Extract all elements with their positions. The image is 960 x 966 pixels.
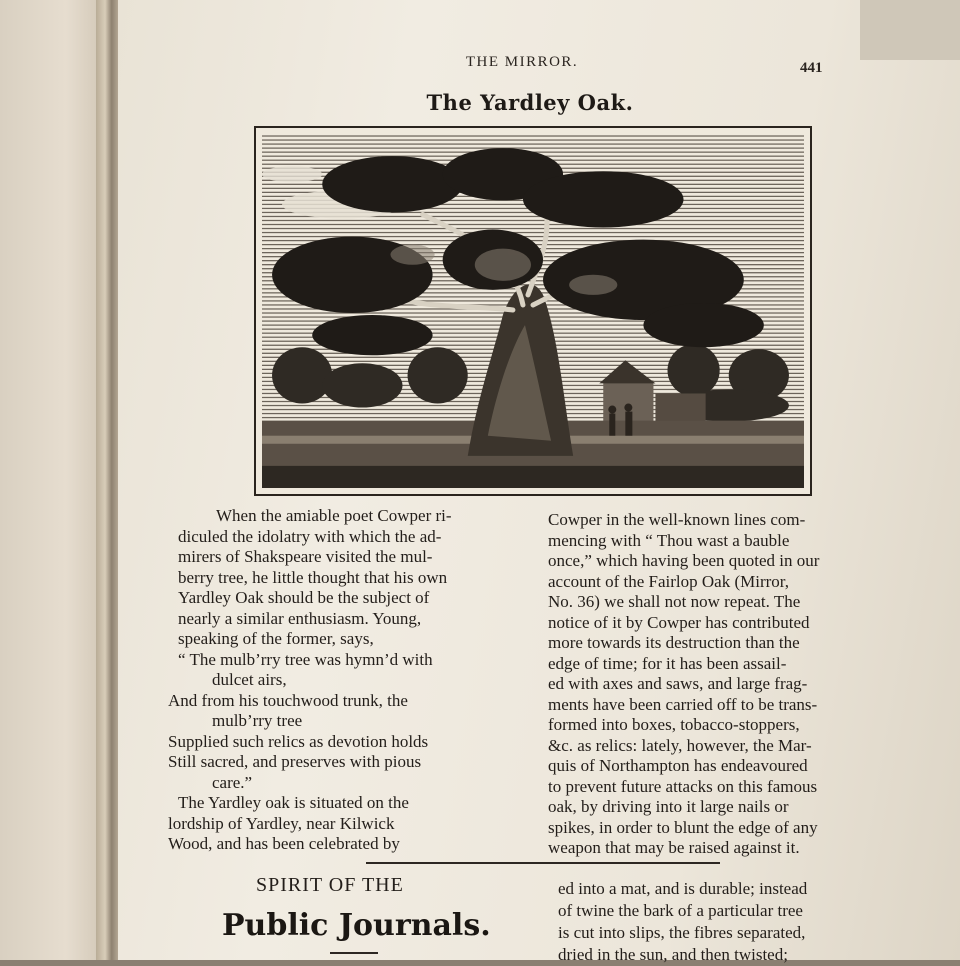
text-line: notice of it by Cowper has contributed: [548, 612, 810, 632]
section-subheading: Public Journals.: [222, 908, 491, 943]
text-line: once,” which having been quoted in our: [548, 551, 820, 570]
text-line: mulb’rry tree: [212, 711, 303, 730]
text-line: mencing with “ Thou wast a bauble: [548, 530, 790, 550]
page-number: 441: [800, 60, 823, 76]
section-rule: [366, 862, 720, 864]
text-line: The Yardley oak is situated on the: [178, 793, 409, 812]
text-line: When the amiable poet Cowper ri-: [216, 506, 452, 525]
text-line: nearly a similar enthusiasm. Young,: [178, 608, 422, 628]
foreground: [262, 466, 804, 488]
text-line: mirers of Shakspeare visited the mul-: [178, 547, 433, 566]
text-line: account of the Fairlop Oak (Mirror,: [548, 571, 790, 591]
text-line: Supplied such relics as devotion holds: [168, 731, 429, 751]
text-line: ed into a mat, and is durable; instead: [558, 879, 808, 898]
text-line: dried in the sun, and then twisted;: [558, 945, 788, 964]
text-line: of twine the bark of a particular tree: [558, 901, 803, 920]
text-line: Cowper in the well-known lines com-: [548, 510, 806, 529]
text-line: diculed the idolatry with which the ad-: [178, 526, 442, 546]
continuation-column: [558, 878, 920, 966]
section-heading: SPIRIT OF THE: [256, 874, 404, 896]
cloud: [262, 166, 322, 182]
text-line: weapon that may be raised against it.: [548, 838, 800, 857]
engraving-svg: [262, 134, 804, 488]
text-line: berry tree, he little thought that his own: [178, 567, 448, 587]
article-title: The Yardley Oak.: [426, 90, 634, 115]
text-line: Wood, and has been celebrated by: [168, 834, 400, 853]
page-corner-shadow: [860, 0, 960, 60]
article-left-column: [168, 506, 538, 855]
running-title: THE MIRROR.: [465, 54, 579, 70]
text-line: formed into boxes, tobacco-stoppers,: [548, 715, 800, 734]
yardley-oak-engraving: [254, 126, 812, 496]
text-line: Yardley Oak should be the subject of: [178, 588, 430, 607]
text-line: speaking of the former, says,: [178, 629, 374, 648]
text-line: care.”: [212, 772, 253, 792]
text-line: Still sacred, and preserves with pious: [168, 752, 422, 771]
text-line: “ The mulb’rry tree was hymn’d with: [178, 649, 433, 669]
text-line: is cut into slips, the fibres separated,: [558, 923, 806, 942]
text-line: And from his touchwood trunk, the: [168, 690, 408, 710]
text-line: to prevent future attacks on this famous: [548, 776, 818, 796]
text-line: spikes, in order to blunt the edge of any: [548, 817, 818, 837]
text-line: No. 36) we shall not now repeat. The: [548, 592, 801, 611]
text-line: &c. as relics: lately, however, the Mar-: [548, 735, 812, 755]
text-line: quis of Northampton has endeavoured: [548, 756, 808, 775]
article-right-column: [548, 510, 910, 859]
text-line: oak, by driving into it large nails or: [548, 797, 789, 816]
text-line: edge of time; for it has been assail-: [548, 653, 787, 673]
section-small-rule: [330, 952, 378, 954]
left-page-edge: [0, 0, 110, 960]
text-line: ed with axes and saws, and large frag-: [548, 674, 808, 693]
text-line: lordship of Yardley, near Kilwick: [168, 813, 395, 833]
text-line: more towards its destruction than the: [548, 633, 800, 652]
text-line: ments have been carried off to be trans-: [548, 694, 818, 714]
text-line: dulcet airs,: [212, 670, 287, 689]
